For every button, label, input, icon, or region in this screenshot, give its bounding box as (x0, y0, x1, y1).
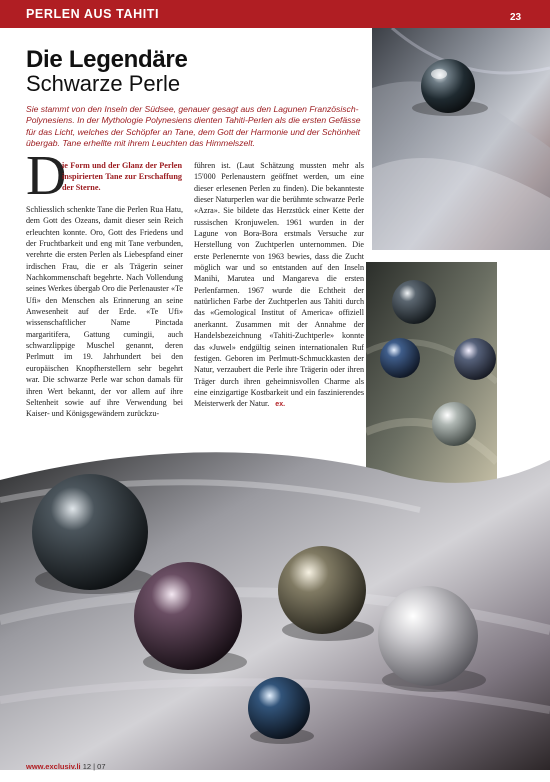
body-column-2-text: führen ist. (Laut Schätzung mussten mehr als 15'000 Perlenaustern geöffnet werden, um eine dieser erlesenen Perlen zu finden). Die bekannteste dieser Naturperlen war die berühmte schwarze Perle «Azra». Sie bildete das Herzstück einer Kette der russischen Kronjuwelen. 1961 wurden in der Lagune von Bora-Bora erstmals Versuche zur Herstellung von Zuchtperlen unternommen. Die erste Perlenernte von 1963 bewies, dass die Zucht möglich war und so entstanden auf den Inseln Manihi, Marutea und Mangareva die ersten Perlenfarmen. 1967 wurde die Echtheit der natürlichen Farbe der Zuchtperlen aus Tahiti durch das «Gemological Institut of America» offiziell anerkannt. Zusammen mit der Annahme der Handelsbezeichnung «Tahiti-Zuchtperle» konnte das «Juwel» endgültig seinen internationalen Ruf festigen. Geboren im Perlmutt-Schmuckkasten der Natur, verzaubert die Perle ihre Trägerin oder ihren Träger durch ihren geheimnisvollen Charme als eine einzigartige Kostbarkeit und ein faszinierendes Meisterwerk der Natur. (194, 161, 364, 409)
lead-paragraph: Sie stammt von den Inseln der Südsee, genauer gesagt aus den Lagunen Französisch-Polynesiens. In der Mythologie Polynesiens dienten Tahiti-Perlen als die ersten Gefässe für das Licht, welches der Schöpfer an Tane, dem Gott der Harmonie und der Schönheit übergab. Tane erhellte mit ihrem Leuchten das Himmelszelt. (26, 104, 361, 149)
footer (26, 762, 106, 771)
subheadline: Schwarze Perle (26, 71, 181, 96)
pearl-shell-photo (372, 28, 550, 250)
headline: Die Legendäre (26, 46, 188, 73)
end-mark: ex. (275, 401, 286, 409)
footer-issue: 12 | 07 (82, 762, 106, 771)
page-number: 23 (510, 12, 522, 23)
body-column-2 (194, 160, 364, 411)
drop-cap: D (26, 145, 67, 207)
intro-text: ie Form und der Glanz der Perlen inspirierten Tane zur Erschaffung der Sterne. (62, 161, 182, 193)
body-column-1: Schliesslich schenkte Tane die Perlen Rua Hatu, dem Gott des Ozeans, damit dieser sein Reich erleuchten konnte. Oro, Gott des Friedens und der Fruchtbarkeit und eng mit Tane verbunden, verehrte die ersten Perlen als Liebespfand einer irdischen Frau, die er als Trägerin seiner Nachkommenschaft begehrte. Nach Vollendung seines Werkes übergab Oro die Perlenauster «Te Ufi» den Menschen als Erinnerung an seine Anwesenheit auf der Erde. «Te Ufi» wissenschaftlicher Name Pinctada margaritifera, Gattung cumingii, auch schwarzlippige Muschel genannt, deren Perlmutt im 19. Jahrhundert bei den europäischen Knopfherstellern sehr begehrt war. Die schwarze Perle war schon damals für ihren Wert bekannt, der vor allem auf ihre Seltenheit sowie auf ihre Verwendung bei Kaiser- und Königsgewändern zurückzu- (26, 205, 183, 419)
section-title: PERLEN AUS TAHITI (26, 7, 160, 21)
pearls-on-shell-photo (0, 440, 550, 770)
footer-site: www.exclusiv.li (26, 762, 81, 771)
